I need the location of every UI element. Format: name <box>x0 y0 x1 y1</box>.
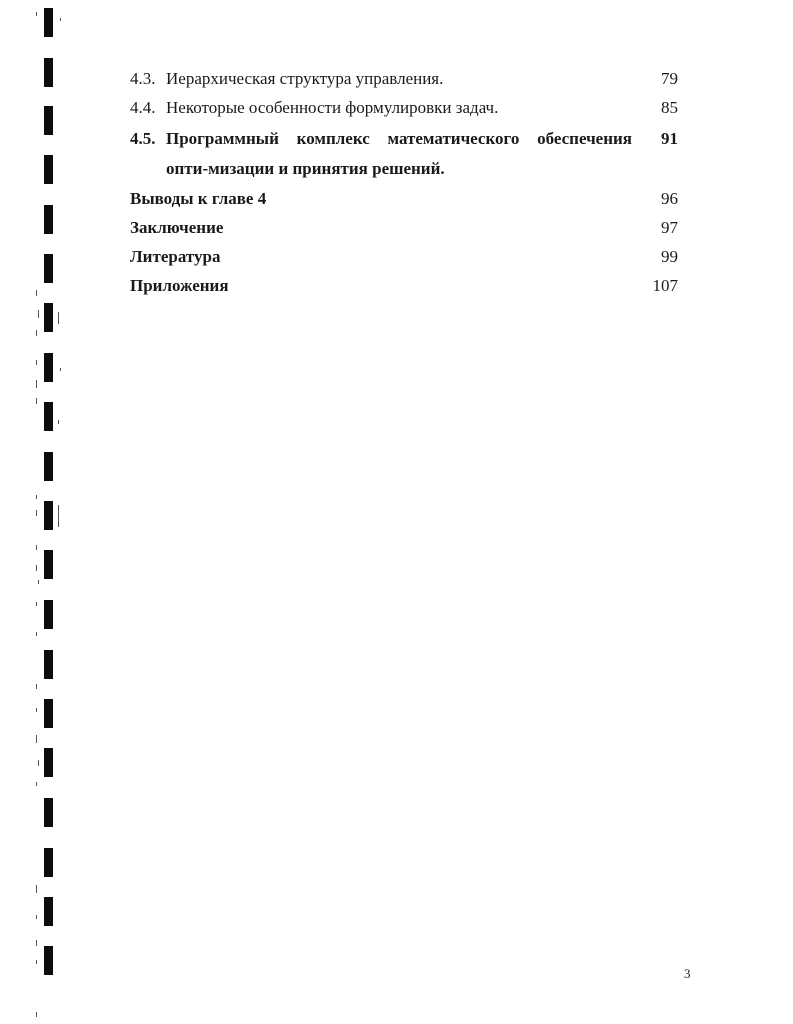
binding-bar <box>44 58 53 87</box>
binding-bar <box>44 798 53 827</box>
binding-bar <box>44 402 53 431</box>
toc-entry <box>130 213 682 242</box>
toc-entry-title: Некоторые особенности формулировки задач. <box>166 98 499 117</box>
toc-entry-page: 79 <box>661 69 678 88</box>
scan-speck <box>36 510 37 516</box>
scan-speck <box>36 782 37 786</box>
scan-speck <box>36 12 37 16</box>
toc-entry <box>130 124 682 184</box>
scan-speck <box>36 398 37 404</box>
toc-entry <box>130 242 682 271</box>
binding-bar <box>44 303 53 332</box>
scan-speck <box>36 960 37 964</box>
table-of-contents <box>130 64 682 300</box>
toc-entry-number: 4.5. <box>130 129 156 148</box>
page-number: 3 <box>684 966 691 981</box>
binding-bar <box>44 650 53 679</box>
toc-entry <box>130 64 682 93</box>
toc-entry <box>130 271 682 300</box>
scan-speck <box>36 632 37 636</box>
binding-bar <box>44 353 53 382</box>
binding-bar <box>44 699 53 728</box>
toc-entry-page: 96 <box>661 189 678 208</box>
binding-bar <box>44 897 53 926</box>
toc-entry-page: 85 <box>661 98 678 117</box>
toc-entry-page: 97 <box>661 218 678 237</box>
toc-entry-title: Заключение <box>130 218 224 237</box>
binding-bar <box>44 8 53 37</box>
toc-entry <box>130 93 682 122</box>
binding-bar <box>44 501 53 530</box>
toc-entry-title: Иерархическая структура управления. <box>166 69 444 88</box>
binding-bar <box>44 946 53 975</box>
toc-entry-page: 107 <box>652 276 678 295</box>
scan-speck <box>36 885 37 893</box>
binding-bar <box>44 254 53 283</box>
toc-entry-title: Программный комплекс математического обеспечения опти-мизации и принятия решений. <box>166 129 632 178</box>
scan-speck <box>36 735 37 743</box>
binding-bar <box>44 205 53 234</box>
binding-bar <box>44 748 53 777</box>
scan-speck <box>36 330 37 336</box>
scan-speck <box>60 18 61 21</box>
scan-speck <box>36 545 37 550</box>
scan-speck <box>36 495 37 499</box>
scan-speck <box>36 360 37 365</box>
toc-entry-title: Выводы к главе 4 <box>130 189 267 208</box>
toc-entry-title: Приложения <box>130 276 229 295</box>
scan-speck <box>36 380 37 388</box>
toc-entry-page: 99 <box>661 247 678 266</box>
scan-speck <box>38 580 39 584</box>
toc-entry-number: 4.4. <box>130 98 156 117</box>
scan-speck <box>38 760 39 766</box>
binding-bar <box>44 550 53 579</box>
scan-speck <box>36 1012 37 1017</box>
scan-speck <box>58 420 59 424</box>
binding-bar <box>44 106 53 135</box>
scan-speck <box>36 708 37 712</box>
scan-speck <box>38 310 39 318</box>
toc-entry-page: 91 <box>661 129 678 148</box>
binding-bar <box>44 600 53 629</box>
binding-bar <box>44 452 53 481</box>
scan-speck <box>58 505 59 527</box>
binding-bar <box>44 848 53 877</box>
scan-speck <box>36 602 37 606</box>
binding-marks <box>0 0 70 1024</box>
toc-entry-title: Литература <box>130 247 221 266</box>
scan-speck <box>36 290 37 296</box>
binding-bar <box>44 155 53 184</box>
scan-speck <box>36 915 37 919</box>
scan-speck <box>36 684 37 689</box>
scan-speck <box>60 368 61 371</box>
scan-speck <box>36 940 37 946</box>
scan-speck <box>36 565 37 571</box>
toc-entry-number: 4.3. <box>130 69 156 88</box>
scan-speck <box>58 312 59 324</box>
toc-entry <box>130 184 682 213</box>
